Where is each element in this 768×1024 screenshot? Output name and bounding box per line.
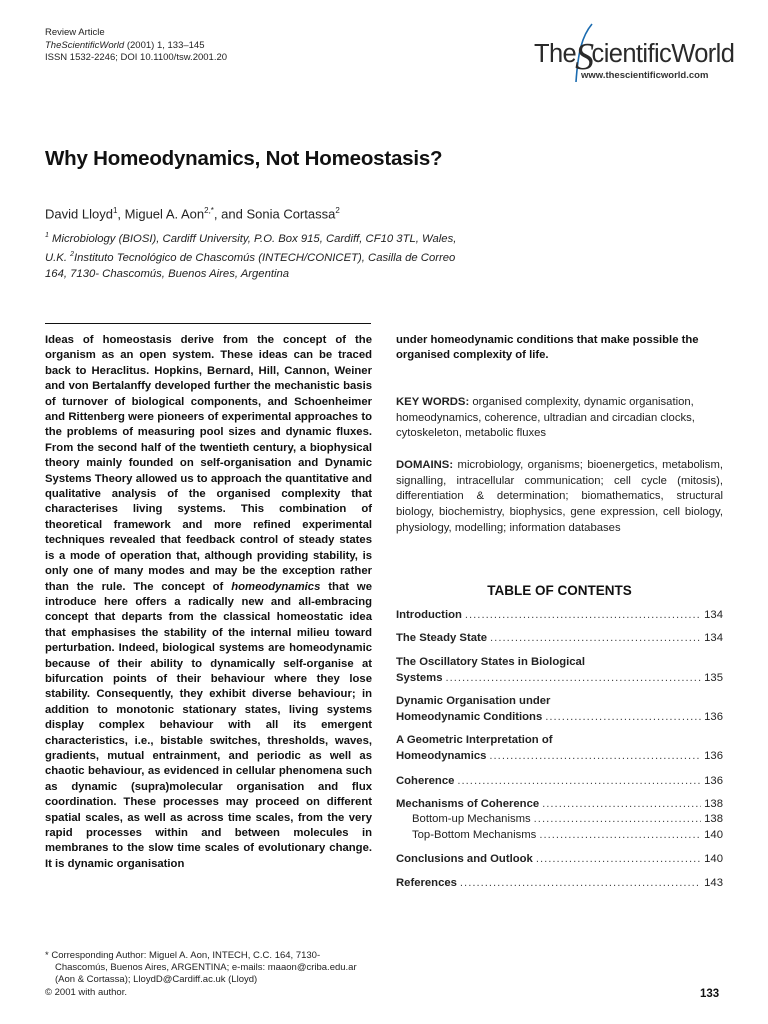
toc-heading: TABLE OF CONTENTS: [487, 583, 632, 598]
logo-world: World: [671, 40, 735, 68]
toc-entry-steady-state[interactable]: The Steady State ..... 134: [396, 631, 723, 647]
keywords: [396, 395, 723, 442]
abstract: [45, 333, 372, 872]
domains: [396, 458, 723, 537]
keywords-label: KEY WORDS:: [396, 396, 470, 408]
article-header: [45, 27, 227, 65]
toc-entry-mechanisms[interactable]: Mechanisms of Coherence ..... 138: [396, 797, 723, 813]
author-cortassa: Sonia Cortassa: [246, 206, 336, 222]
abstract-divider: [45, 323, 371, 324]
author-list: [45, 206, 340, 221]
citation: (2001) 1, 133–145: [126, 39, 205, 51]
domains-label: DOMAINS:: [396, 459, 454, 471]
footnote-line: Chascomús, Buenos Aires, ARGENTINA; e-mails: maaon@criba.edu.ar: [55, 962, 357, 974]
logo-s: S: [575, 36, 594, 78]
toc-entry-top-bottom[interactable]: Top-Bottom Mechanisms ..... 140: [396, 828, 723, 844]
toc-entry-conclusions[interactable]: Conclusions and Outlook ..... 140: [396, 852, 723, 868]
toc-entry-oscillatory[interactable]: The Oscillatory States in Biological Systems ..... 135: [396, 655, 723, 686]
copyright: © 2001 with author.: [45, 986, 127, 998]
toc-entry-bottom-up[interactable]: Bottom-up Mechanisms ..... 138: [396, 812, 723, 828]
author-sup: 2: [335, 206, 340, 215]
affil-sup: 2: [70, 250, 75, 258]
keywords-text: organised complexity, dynamic organisation, homeodynamics, coherence, ultradian and circadian clocks, cytoskeleton, metabolic fluxes: [396, 396, 695, 440]
journal-name: TheScientificWorld: [45, 39, 125, 51]
affiliations: [45, 228, 475, 282]
corresponding-author-footnote: [45, 950, 375, 999]
author-aon: Miguel A. Aon: [124, 206, 205, 222]
logo-url[interactable]: www.thescientificworld.com: [581, 70, 709, 81]
logo-cientific: cientific: [591, 40, 672, 68]
author-sep: ,: [117, 206, 125, 222]
toc-entry-dynamic-organisation[interactable]: Dynamic Organisation under Homeodynamic Conditions ..... 136: [396, 694, 723, 725]
footnote-line: * Corresponding Author: Miguel A. Aon, INTECH, C.C. 164, 7130-: [45, 950, 321, 961]
article-title: Why Homeodynamics, Not Homeostasis?: [45, 147, 443, 170]
affil-2: Instituto Tecnológico de Chascomús (INTECH/CONICET), Casilla de Correo 164, 7130- Chascomús, Buenos Aires, Argentina: [45, 251, 456, 280]
logo-the: The: [534, 40, 577, 68]
citation-line: [45, 40, 227, 53]
author-sup: 2,*: [204, 206, 214, 215]
abstract-continuation: under homeodynamic conditions that make possible the organised complexity of life.: [396, 334, 699, 362]
page-number: 133: [700, 988, 720, 1000]
abstract-emphasis: homeodynamics: [231, 580, 321, 593]
toc-entry-coherence[interactable]: Coherence ..... 136: [396, 774, 723, 790]
abstract-text: that we introduce here offers a radically new and all-embracing concept that departs from the classical homeostatic idea that emphasises the stability of the internal milieu toward perturbation. Indeed, biological systems are homeodynamic because of their ability to dynamically self-organise at bifurcation points of their behaviour where they lose stability. Consequently, they exhibit diverse behaviour; in addition to monotonic stationary states, living systems display complex behaviour with all its emergent characteristics, i.e., bistable switches, thresholds, waves, gradients, mutual entrainment, and periodic as well as chaotic behaviour, as evidenced in cellular phenomena such as dynamic (supra)molecular organisation and flux coordination. These processes may proceed on different spatial scales, as well as across time scales, from the very rapid processes within and between molecules in membranes to the slow time scales of evolutionary change. It is dynamic organisation: [45, 580, 372, 870]
affil-sup: 1: [45, 232, 49, 239]
domains-text: microbiology, organisms; bioenergetics, metabolism, signalling, intracellular communication; cell cycle (mitosis), differentiation & determination; biomathematics, structural biology, biochemistry, biophysics, gene expression, cell biology, physiology, modelling; information databases: [396, 459, 723, 534]
toc-entry-introduction[interactable]: Introduction ..... 134: [396, 608, 723, 624]
author-sep: , and: [213, 206, 247, 222]
journal-logo[interactable]: [534, 22, 735, 84]
abstract-text: Ideas of homeostasis derive from the concept of the organism as an open system. These ideas can be traced back to Heraclitus. Hopkins, Bernard, Hill, Cannon, Weiner and von Bertalanffy developed further the mechanistic basis of turnover of biological components, and Schoenheimer and Rittenberg were pioneers of experimental approaches to the problems of measuring pool sizes and dynamic fluxes. From the second half of the twentieth century, a biophysical theory mainly founded on self-organisation and Dynamic Systems Theory allowed us to approach the quantitative and qualitative analysis of the organised complexity that characterises living systems. This combination of theoretical framework and more refined experimental techniques revealed that feedback control of steady states is a mode of operation that, although providing stability, is only one of many modes and may be the exception rather than the rule. The concept of: [45, 334, 372, 593]
author-sup: 1: [112, 206, 118, 215]
issn-doi: ISSN 1532-2246; DOI 10.1100/tsw.2001.20: [45, 52, 228, 63]
article-type: Review Article: [45, 27, 105, 38]
toc-entry-geometric[interactable]: A Geometric Interpretation of Homeodynamics ..... 136: [396, 733, 723, 764]
author-lloyd: David Lloyd: [45, 206, 113, 222]
toc-entry-references[interactable]: References ..... 143: [396, 876, 723, 892]
footnote-line: (Aon & Cortassa); LloydD@Cardiff.ac.uk (Lloyd): [55, 974, 258, 986]
affil-1: Microbiology (BIOSI), Cardiff University, P.O. Box 915, Cardiff, CF10 3TL, Wales, U.K.: [45, 232, 457, 264]
